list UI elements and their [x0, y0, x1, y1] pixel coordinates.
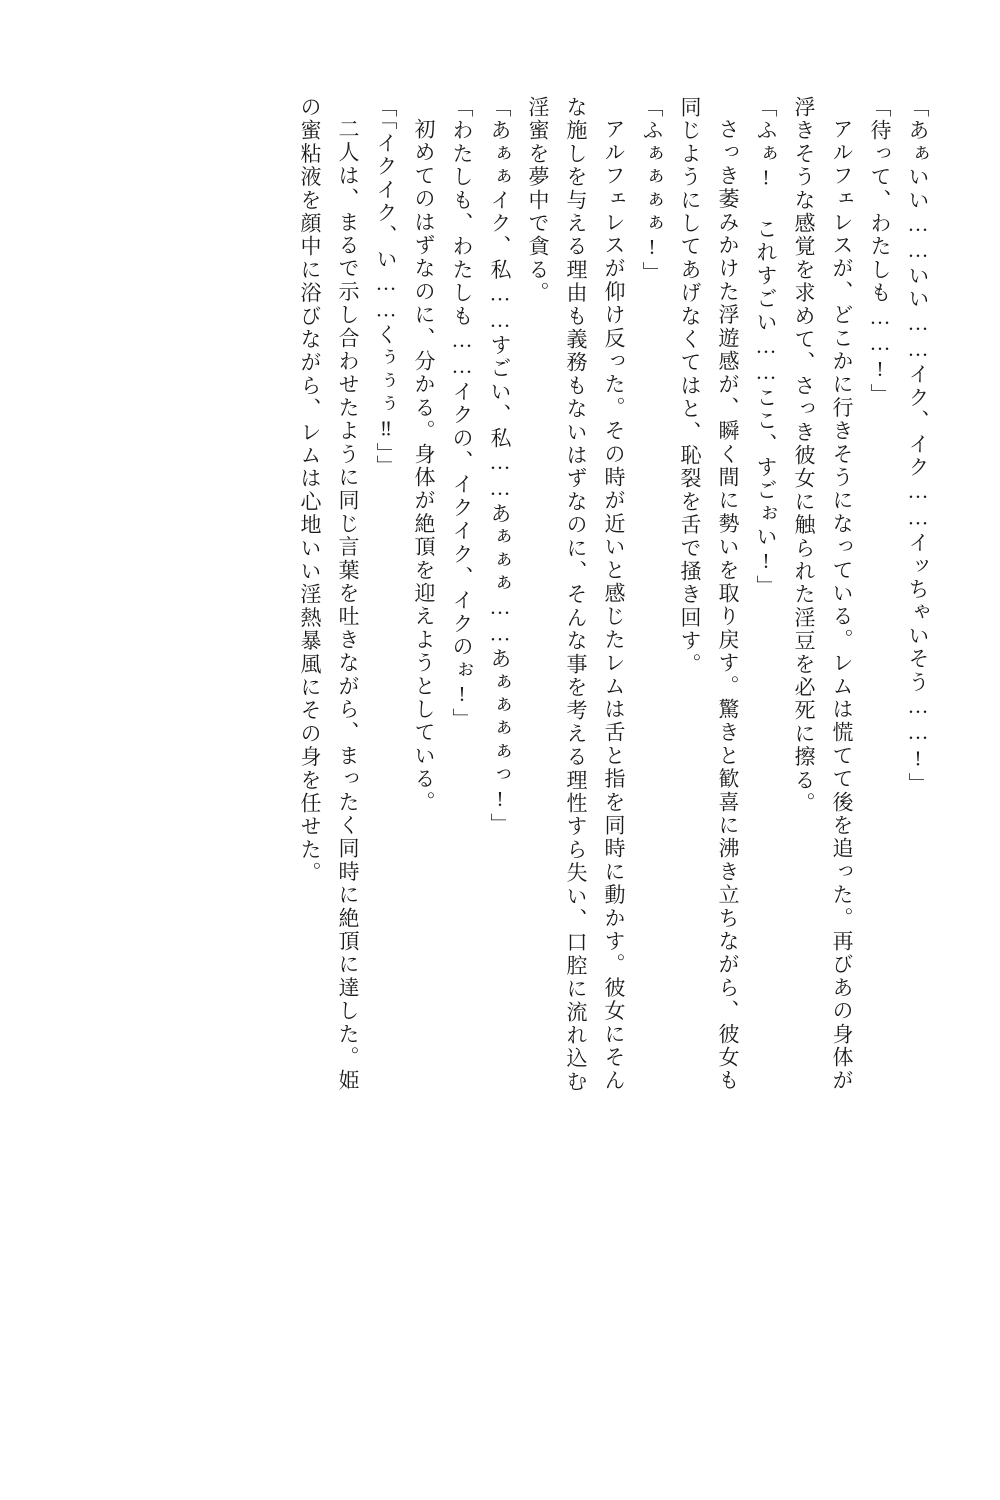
text-line: 同じようにしてあげなくてはと、恥裂を舌で掻き回す。 — [678, 96, 702, 676]
text-line: 淫蜜を夢中で貪る。 — [526, 96, 550, 305]
text-line: アルフェレスが仰け反った。その時が近いと感じたレムは舌と指を同時に動かす。彼女にそん — [602, 118, 626, 1093]
text-line: 「あぁぁイク、私……すごい、私……あぁぁぁ……あぁぁぁぁっ!」 — [488, 96, 512, 837]
text-line: 二人は、まるで示し合わせたように同じ言葉を吐きながら、まったく同時に絶頂に達した。姫 — [336, 118, 360, 1093]
text-line: 「「イクイク、い……くぅぅぅ‼」」 — [374, 96, 398, 479]
text-line: の蜜粘液を顔中に浴びながら、レムは心地いい淫熱暴風にその身を任せた。 — [298, 96, 322, 885]
text-line: アルフェレスが、どこかに行きそうになっている。レムは慌てて後を追った。再びあの身体が — [830, 118, 854, 1093]
text-line: 「待って、わたしも……!」 — [868, 96, 892, 407]
vertical-text-body — [72, 96, 928, 1404]
text-line: 初めてのはずなのに、分かる。身体が絶頂を迎えようとしている。 — [412, 118, 436, 814]
text-line: 「ふぁぁぁぁ!」 — [640, 96, 664, 285]
text-line: な施しを与える理由も義務もないはずなのに、そんな事を考える理性すら失い、口腔に流れ込む — [564, 96, 588, 1094]
text-line: 「ふぁ! これすごい……ここ、すごぉい!」 — [754, 96, 778, 599]
text-line: 「あぁいい……いい……イク、イク……イッちゃいそう……!」 — [906, 96, 930, 796]
text-line: 浮きそうな感覚を求めて、さっき彼女に触られた淫豆を必死に擦る。 — [792, 96, 816, 816]
text-line: さっき萎みかけた浮遊感が、瞬く間に勢いを取り戻す。驚きと歓喜に沸き立ちながら、彼女も — [716, 118, 740, 1093]
text-line: 「わたしも、わたしも……イクの、イクイク、イクのぉ!」 — [450, 96, 474, 732]
